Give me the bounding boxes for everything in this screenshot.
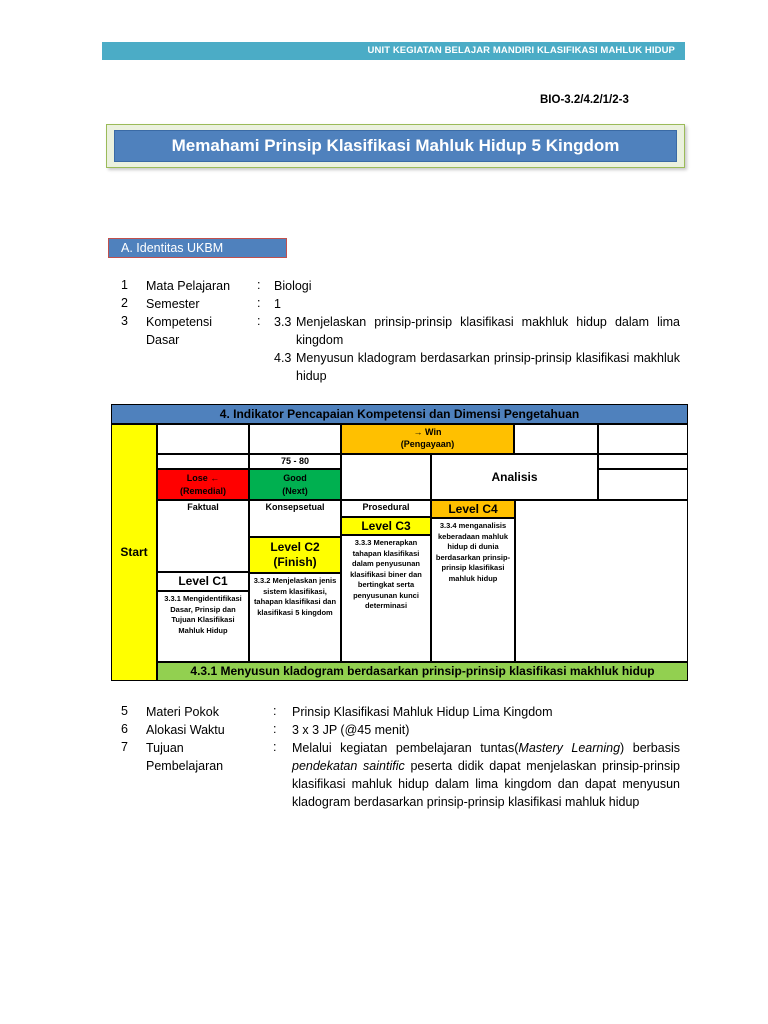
tujuan-text-c: ) berbasis [620,741,680,755]
level-c2-sublabel: (Finish) [273,555,317,569]
indicator-431: 4.3.1 Menyusun kladogram berdasarkan prinsip-prinsip klasifikasi makhluk hidup [157,662,688,681]
section-a-heading [108,238,287,258]
level-c1-cell: Level C1 [157,572,249,591]
section-a-label: A. Identitas UKBM [121,241,224,255]
indicator-331: 3.3.1 Mengidentifikasi Dasar, Prinsip dan Tujuan Klasifikasi Mahluk Hidup [157,591,249,662]
row-num-6: 6 [121,722,128,736]
row-colon: : [273,704,277,718]
row-label-alokasi-waktu: Alokasi Waktu [146,723,225,737]
good-cell [249,469,341,500]
page-title: Memahami Prinsip Klasifikasi Mahluk Hidup 5 Kingdom [171,136,620,155]
lose-cell [157,469,249,500]
tujuan-text-e: peserta didik dapat menjelaskan prinsip-prinsip klasifikasi mahluk hidup dalam lima kingdom dan dapat menyusun kladogram berdasarkan prinsip-prinsip klasifikasi mahluk hidup [292,759,680,809]
lose-sublabel: (Remedial) [179,486,226,496]
tujuan-text-mastery: Mastery Learning [518,741,621,755]
start-cell: Start [111,424,157,681]
konsepsetual-cell: Konsepsetual [249,500,341,537]
empty-cell [341,454,431,500]
level-c3-cell: Level C3 [341,517,431,535]
table-title: 4. Indikator Pencapaian Kompetensi dan Dimensi Pengetahuan [111,404,688,424]
kd-number-1: 3.3 [274,315,292,329]
empty-cell [515,500,688,662]
faktual-cell: Faktual [157,500,249,572]
range-cell: 75 - 80 [249,454,341,469]
empty-cell [157,454,249,469]
row-num-7: 7 [121,740,128,754]
row-num-2: 2 [121,296,128,310]
good-label: Good [283,473,307,483]
tujuan-text-pendekatan: pendekatan saintific [292,759,405,773]
row-num-3: 3 [121,314,128,328]
empty-cell [514,424,598,454]
row-label-tujuan-pembelajaran: Tujuan Pembelajaran [146,741,224,773]
row-colon: : [273,722,277,736]
analisis-cell: Analisis [431,454,598,500]
win-cell [341,424,514,454]
row-label-materi-pokok: Materi Pokok [146,705,219,719]
level-c2-cell [249,537,341,573]
good-sublabel: (Next) [282,486,308,496]
kd-number-2: 4.3 [274,351,292,365]
tujuan-text-a: Melalui kegiatan pembelajaran tuntas( [292,741,519,755]
empty-cell [598,454,688,469]
kd-text-1: Menjelaskan prinsip-prinsip klasifikasi makhluk hidup dalam lima kingdom [296,315,680,347]
row-value-mata-pelajaran: Biologi [274,279,312,293]
row-value-tujuan-pembelajaran [292,739,680,811]
lose-label: Lose ← [186,473,220,483]
row-num-5: 5 [121,704,128,718]
indicator-333: 3.3.3 Menerapkan tahapan klasifikasi dalam penyusunan klasifikasi biner dan bertingkat serta penyusunan kunci determinasi [341,535,431,662]
kd-text-2: Menyusun kladogram berdasarkan prinsip-prinsip klasifikasi makhluk hidup [296,351,680,383]
row-value-materi-pokok: Prinsip Klasifikasi Mahluk Hidup Lima Kingdom [292,705,553,719]
win-sublabel: (Pengayaan) [400,439,455,449]
row-colon: : [257,278,261,292]
empty-cell [598,469,688,500]
empty-cell [157,424,249,454]
row-value-semester: 1 [274,297,281,311]
unit-title: UNIT KEGIATAN BELAJAR MANDIRI KLASIFIKASI MAHLUK HIDUP [367,45,675,56]
indicator-table [111,404,688,681]
row-num-1: 1 [121,278,128,292]
row-colon: : [273,740,277,754]
row-colon: : [257,296,261,310]
prosedural-cell: Prosedural [341,500,431,517]
empty-cell [249,424,341,454]
header-bar [102,42,685,60]
row-label-kompetensi-dasar: Kompetensi Dasar [146,315,213,347]
row-label-mata-pelajaran: Mata Pelajaran [146,279,231,293]
win-label: → Win [413,427,442,437]
level-c4-cell: Level C4 [431,500,515,518]
indicator-332: 3.3.2 Menjelaskan jenis sistem klasifikasi, tahapan klasifikasi dan klasifikasi 5 kingdom [249,573,341,662]
row-label-semester: Semester [146,297,200,311]
title-box [114,130,677,162]
document-code: BIO-3.2/4.2/1/2-3 [540,94,629,106]
row-value-alokasi-waktu: 3 x 3 JP (@45 menit) [292,723,410,737]
empty-cell [598,424,688,454]
row-colon: : [257,314,261,328]
level-c2-label: Level C2 [270,540,320,554]
title-frame [106,124,685,168]
indicator-334: 3.3.4 menganalisis keberadaan mahluk hidup di dunia berdasarkan prinsip-prinsip klasifikasi mahluk hidup [431,518,515,662]
